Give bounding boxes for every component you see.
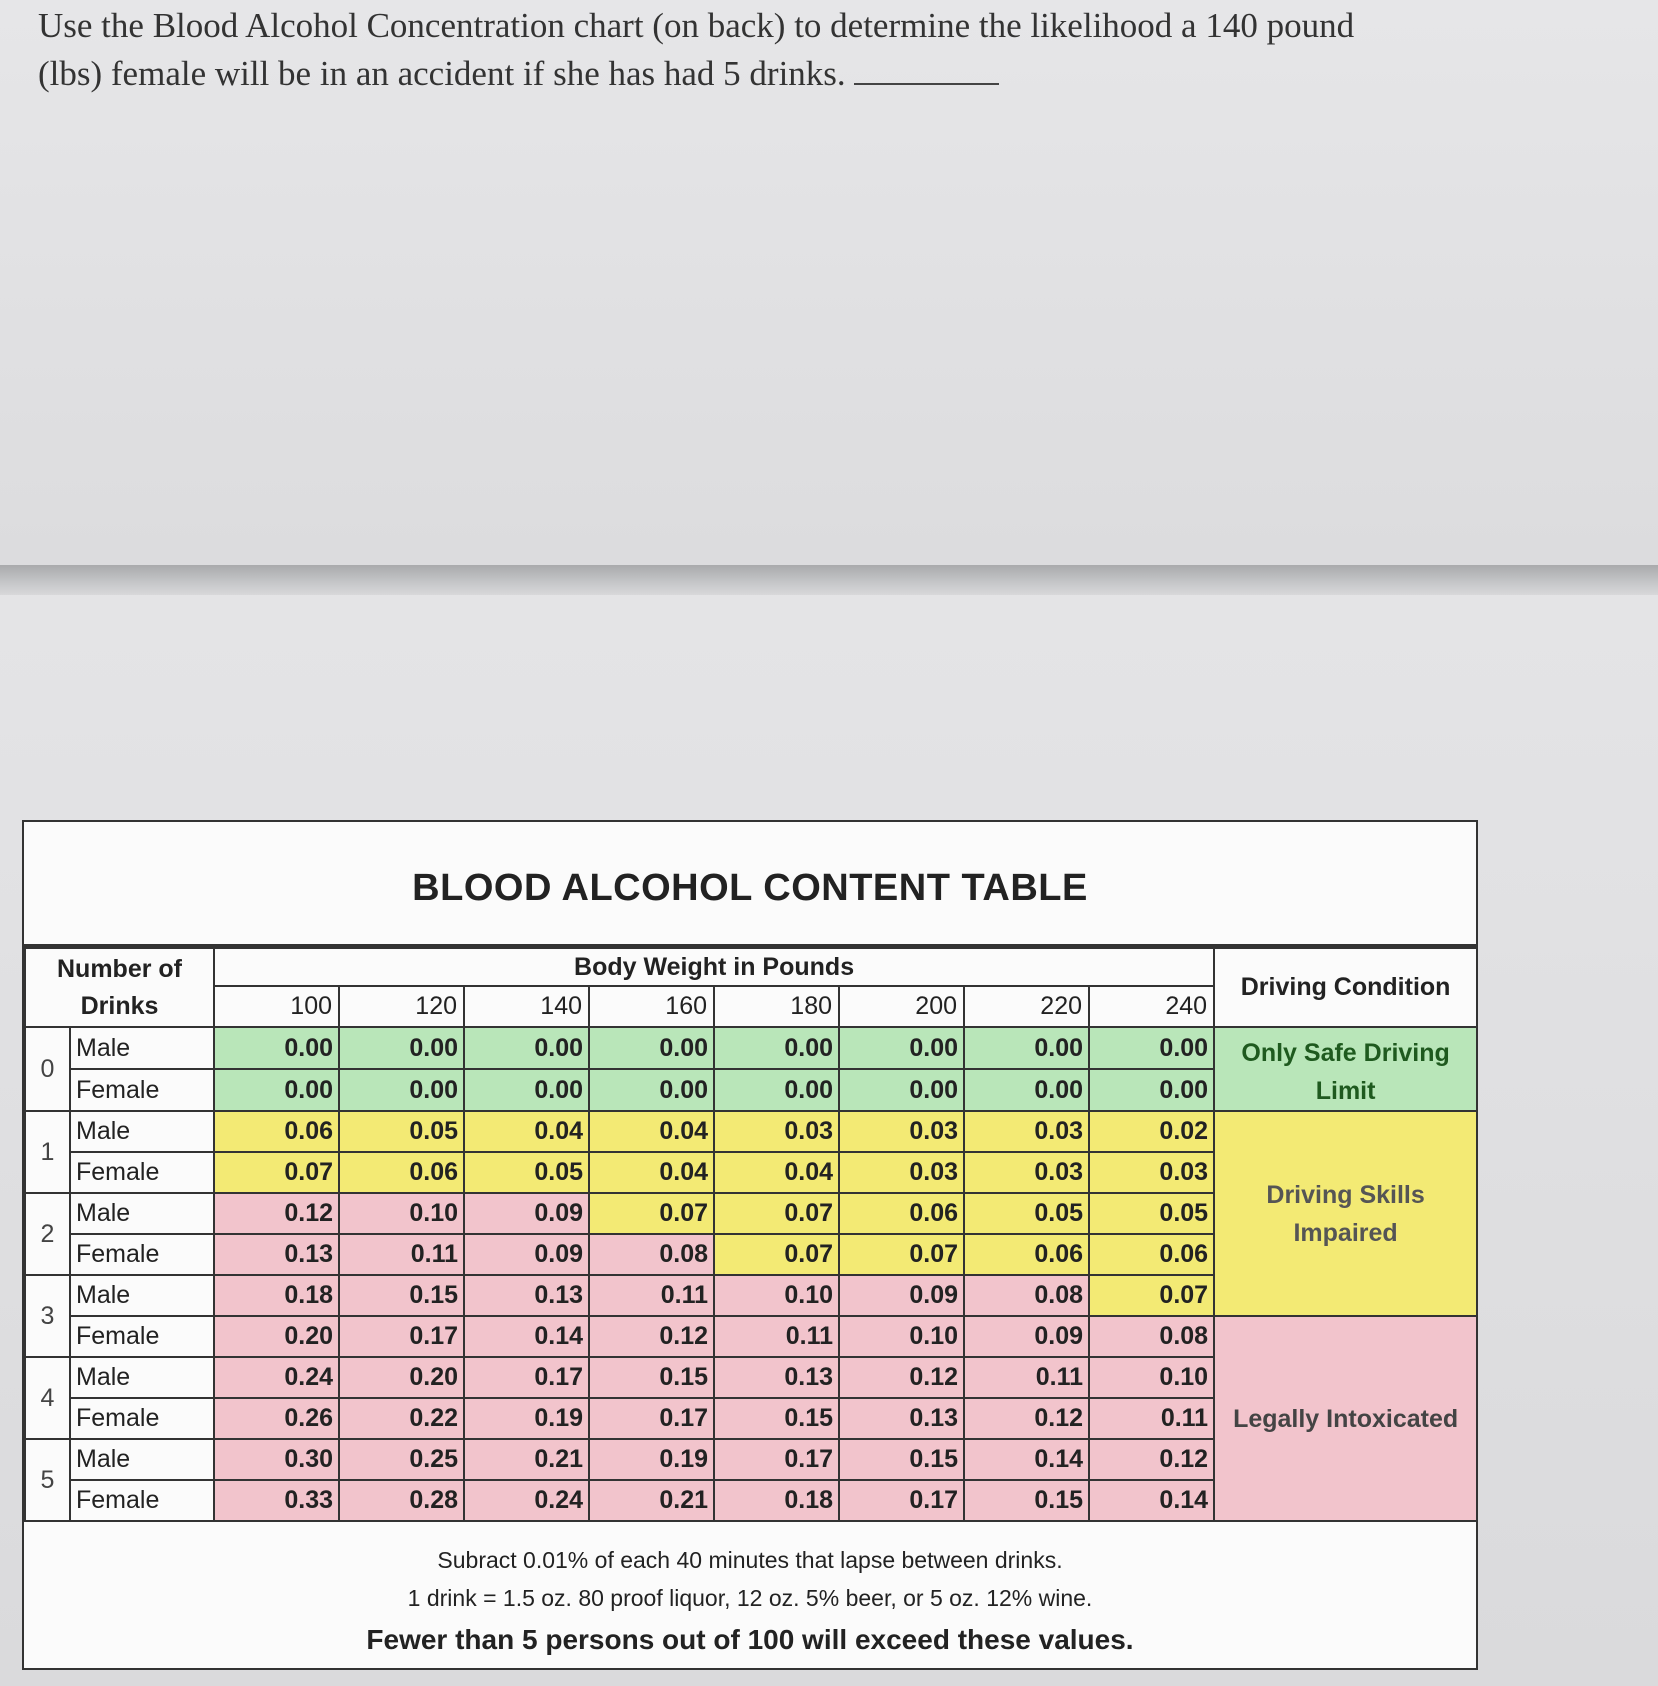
- bac-value-cell: 0.19: [589, 1439, 714, 1480]
- bac-value-cell: 0.28: [339, 1480, 464, 1521]
- drink-count: 0: [25, 1027, 70, 1111]
- note-drink-definition: 1 drink = 1.5 oz. 80 proof liquor, 12 oz. 5% beer, or 5 oz. 12% wine.: [407, 1585, 1093, 1611]
- bac-value-cell: 0.07: [1089, 1275, 1214, 1316]
- bac-value-cell: 0.13: [714, 1357, 839, 1398]
- bac-value-cell: 0.11: [1089, 1398, 1214, 1439]
- bac-value-cell: 0.08: [964, 1275, 1089, 1316]
- sex-label: Female: [70, 1234, 214, 1275]
- drink-count: 2: [25, 1193, 70, 1275]
- weight-header-220: 220: [964, 986, 1089, 1027]
- bac-value-cell: 0.00: [464, 1069, 589, 1111]
- table-row: [25, 1027, 1477, 1069]
- condition-impaired: Driving Skills Impaired: [1214, 1111, 1477, 1316]
- bac-value-cell: 0.18: [214, 1275, 339, 1316]
- bac-value-cell: 0.21: [589, 1480, 714, 1521]
- bac-table-body: [25, 1027, 1477, 1521]
- bac-value-cell: 0.20: [339, 1357, 464, 1398]
- bac-value-cell: 0.15: [589, 1357, 714, 1398]
- condition-intox: Legally Intoxicated: [1214, 1316, 1477, 1521]
- bac-value-cell: 0.00: [839, 1027, 964, 1069]
- bac-value-cell: 0.06: [964, 1234, 1089, 1275]
- bac-value-cell: 0.06: [839, 1193, 964, 1234]
- bac-value-cell: 0.04: [714, 1152, 839, 1193]
- bac-value-cell: 0.17: [714, 1439, 839, 1480]
- bac-value-cell: 0.21: [464, 1439, 589, 1480]
- weight-header-160: 160: [589, 986, 714, 1027]
- bac-value-cell: 0.20: [214, 1316, 339, 1357]
- bac-value-cell: 0.12: [964, 1398, 1089, 1439]
- weight-header-240: 240: [1089, 986, 1214, 1027]
- worksheet-top-page: [0, 0, 1658, 565]
- bac-value-cell: 0.12: [839, 1357, 964, 1398]
- sex-label: Male: [70, 1357, 214, 1398]
- bac-value-cell: 0.05: [1089, 1193, 1214, 1234]
- condition-safe: Only Safe Driving Limit: [1214, 1027, 1477, 1111]
- bac-value-cell: 0.19: [464, 1398, 589, 1439]
- bac-value-cell: 0.14: [964, 1439, 1089, 1480]
- bac-value-cell: 0.13: [214, 1234, 339, 1275]
- bac-value-cell: 0.05: [464, 1152, 589, 1193]
- bac-value-cell: 0.08: [589, 1234, 714, 1275]
- sex-label: Female: [70, 1316, 214, 1357]
- bac-value-cell: 0.14: [1089, 1480, 1214, 1521]
- bac-table: [24, 947, 1478, 1522]
- bac-value-cell: 0.04: [589, 1152, 714, 1193]
- page-fold-shadow: [0, 565, 1658, 595]
- bac-value-cell: 0.09: [964, 1316, 1089, 1357]
- sex-label: Male: [70, 1027, 214, 1069]
- bac-value-cell: 0.09: [464, 1193, 589, 1234]
- bac-value-cell: 0.17: [839, 1480, 964, 1521]
- weight-header-180: 180: [714, 986, 839, 1027]
- sex-label: Female: [70, 1069, 214, 1111]
- drink-count: 1: [25, 1111, 70, 1193]
- bac-value-cell: 0.06: [214, 1111, 339, 1152]
- bac-value-cell: 0.03: [1089, 1152, 1214, 1193]
- note-fewer-than: Fewer than 5 persons out of 100 will exceed these values.: [366, 1624, 1134, 1655]
- bac-value-cell: 0.11: [964, 1357, 1089, 1398]
- bac-value-cell: 0.09: [464, 1234, 589, 1275]
- table-row: [25, 1111, 1477, 1152]
- bac-value-cell: 0.06: [1089, 1234, 1214, 1275]
- table-notes: [24, 1527, 1476, 1663]
- weight-header-200: 200: [839, 986, 964, 1027]
- bac-value-cell: 0.22: [339, 1398, 464, 1439]
- bac-value-cell: 0.00: [714, 1027, 839, 1069]
- bac-value-cell: 0.08: [1089, 1316, 1214, 1357]
- sex-label: Female: [70, 1152, 214, 1193]
- bac-value-cell: 0.33: [214, 1480, 339, 1521]
- bac-value-cell: 0.00: [839, 1069, 964, 1111]
- bac-value-cell: 0.09: [839, 1275, 964, 1316]
- drinks-header: Number of Drinks: [25, 948, 214, 1027]
- bac-value-cell: 0.18: [714, 1480, 839, 1521]
- sex-label: Male: [70, 1275, 214, 1316]
- sex-label: Male: [70, 1193, 214, 1234]
- bac-value-cell: 0.00: [964, 1027, 1089, 1069]
- bac-value-cell: 0.15: [714, 1398, 839, 1439]
- bac-value-cell: 0.04: [464, 1111, 589, 1152]
- bac-value-cell: 0.00: [214, 1069, 339, 1111]
- bac-value-cell: 0.17: [464, 1357, 589, 1398]
- bac-value-cell: 0.30: [214, 1439, 339, 1480]
- bac-value-cell: 0.10: [839, 1316, 964, 1357]
- drink-count: 3: [25, 1275, 70, 1357]
- bac-value-cell: 0.10: [1089, 1357, 1214, 1398]
- bac-value-cell: 0.15: [964, 1480, 1089, 1521]
- weight-header-100: 100: [214, 986, 339, 1027]
- bac-value-cell: 0.04: [589, 1111, 714, 1152]
- bac-value-cell: 0.07: [714, 1193, 839, 1234]
- bac-value-cell: 0.07: [589, 1193, 714, 1234]
- bac-value-cell: 0.03: [839, 1152, 964, 1193]
- bac-value-cell: 0.03: [964, 1111, 1089, 1152]
- weights-header: Body Weight in Pounds: [214, 948, 1214, 986]
- bac-value-cell: 0.00: [339, 1027, 464, 1069]
- bac-value-cell: 0.15: [839, 1439, 964, 1480]
- bac-value-cell: 0.07: [839, 1234, 964, 1275]
- bac-value-cell: 0.00: [589, 1069, 714, 1111]
- bac-value-cell: 0.00: [714, 1069, 839, 1111]
- bac-value-cell: 0.00: [1089, 1027, 1214, 1069]
- bac-value-cell: 0.05: [339, 1111, 464, 1152]
- drink-count: 5: [25, 1439, 70, 1521]
- bac-value-cell: 0.05: [964, 1193, 1089, 1234]
- bac-table-title: BLOOD ALCOHOL CONTENT TABLE: [24, 822, 1476, 947]
- bac-value-cell: 0.02: [1089, 1111, 1214, 1152]
- bac-value-cell: 0.00: [589, 1027, 714, 1069]
- condition-header: Driving Condition: [1214, 948, 1477, 1027]
- answer-blank[interactable]: [854, 55, 999, 85]
- weight-header-120: 120: [339, 986, 464, 1027]
- weight-header-140: 140: [464, 986, 589, 1027]
- table-row: [25, 1316, 1477, 1357]
- bac-value-cell: 0.00: [964, 1069, 1089, 1111]
- bac-value-cell: 0.00: [214, 1027, 339, 1069]
- bac-value-cell: 0.13: [839, 1398, 964, 1439]
- question-text: Use the Blood Alcohol Concentration chart (on back) to determine the likelihood a 140 pound (lbs) female will be in an accident if she has had 5 drinks.: [38, 6, 1355, 93]
- bac-value-cell: 0.25: [339, 1439, 464, 1480]
- bac-value-cell: 0.03: [839, 1111, 964, 1152]
- bac-value-cell: 0.11: [589, 1275, 714, 1316]
- sex-label: Male: [70, 1111, 214, 1152]
- bac-value-cell: 0.26: [214, 1398, 339, 1439]
- bac-value-cell: 0.12: [214, 1193, 339, 1234]
- bac-value-cell: 0.24: [214, 1357, 339, 1398]
- bac-value-cell: 0.13: [464, 1275, 589, 1316]
- bac-value-cell: 0.00: [464, 1027, 589, 1069]
- bac-value-cell: 0.15: [339, 1275, 464, 1316]
- bac-value-cell: 0.10: [714, 1275, 839, 1316]
- bac-value-cell: 0.11: [714, 1316, 839, 1357]
- note-subtract: Subract 0.01% of each 40 minutes that lapse between drinks.: [437, 1547, 1063, 1573]
- bac-value-cell: 0.00: [339, 1069, 464, 1111]
- sex-label: Female: [70, 1398, 214, 1439]
- bac-value-cell: 0.06: [339, 1152, 464, 1193]
- bac-table-box: [22, 820, 1478, 1670]
- bac-value-cell: 0.10: [339, 1193, 464, 1234]
- bac-value-cell: 0.03: [964, 1152, 1089, 1193]
- bac-value-cell: 0.17: [589, 1398, 714, 1439]
- bac-value-cell: 0.12: [1089, 1439, 1214, 1480]
- bac-value-cell: 0.24: [464, 1480, 589, 1521]
- bac-value-cell: 0.00: [1089, 1069, 1214, 1111]
- bac-value-cell: 0.17: [339, 1316, 464, 1357]
- bac-value-cell: 0.14: [464, 1316, 589, 1357]
- sex-label: Male: [70, 1439, 214, 1480]
- sex-label: Female: [70, 1480, 214, 1521]
- drink-count: 4: [25, 1357, 70, 1439]
- bac-value-cell: 0.07: [714, 1234, 839, 1275]
- bac-value-cell: 0.11: [339, 1234, 464, 1275]
- bac-value-cell: 0.03: [714, 1111, 839, 1152]
- bac-value-cell: 0.07: [214, 1152, 339, 1193]
- bac-value-cell: 0.12: [589, 1316, 714, 1357]
